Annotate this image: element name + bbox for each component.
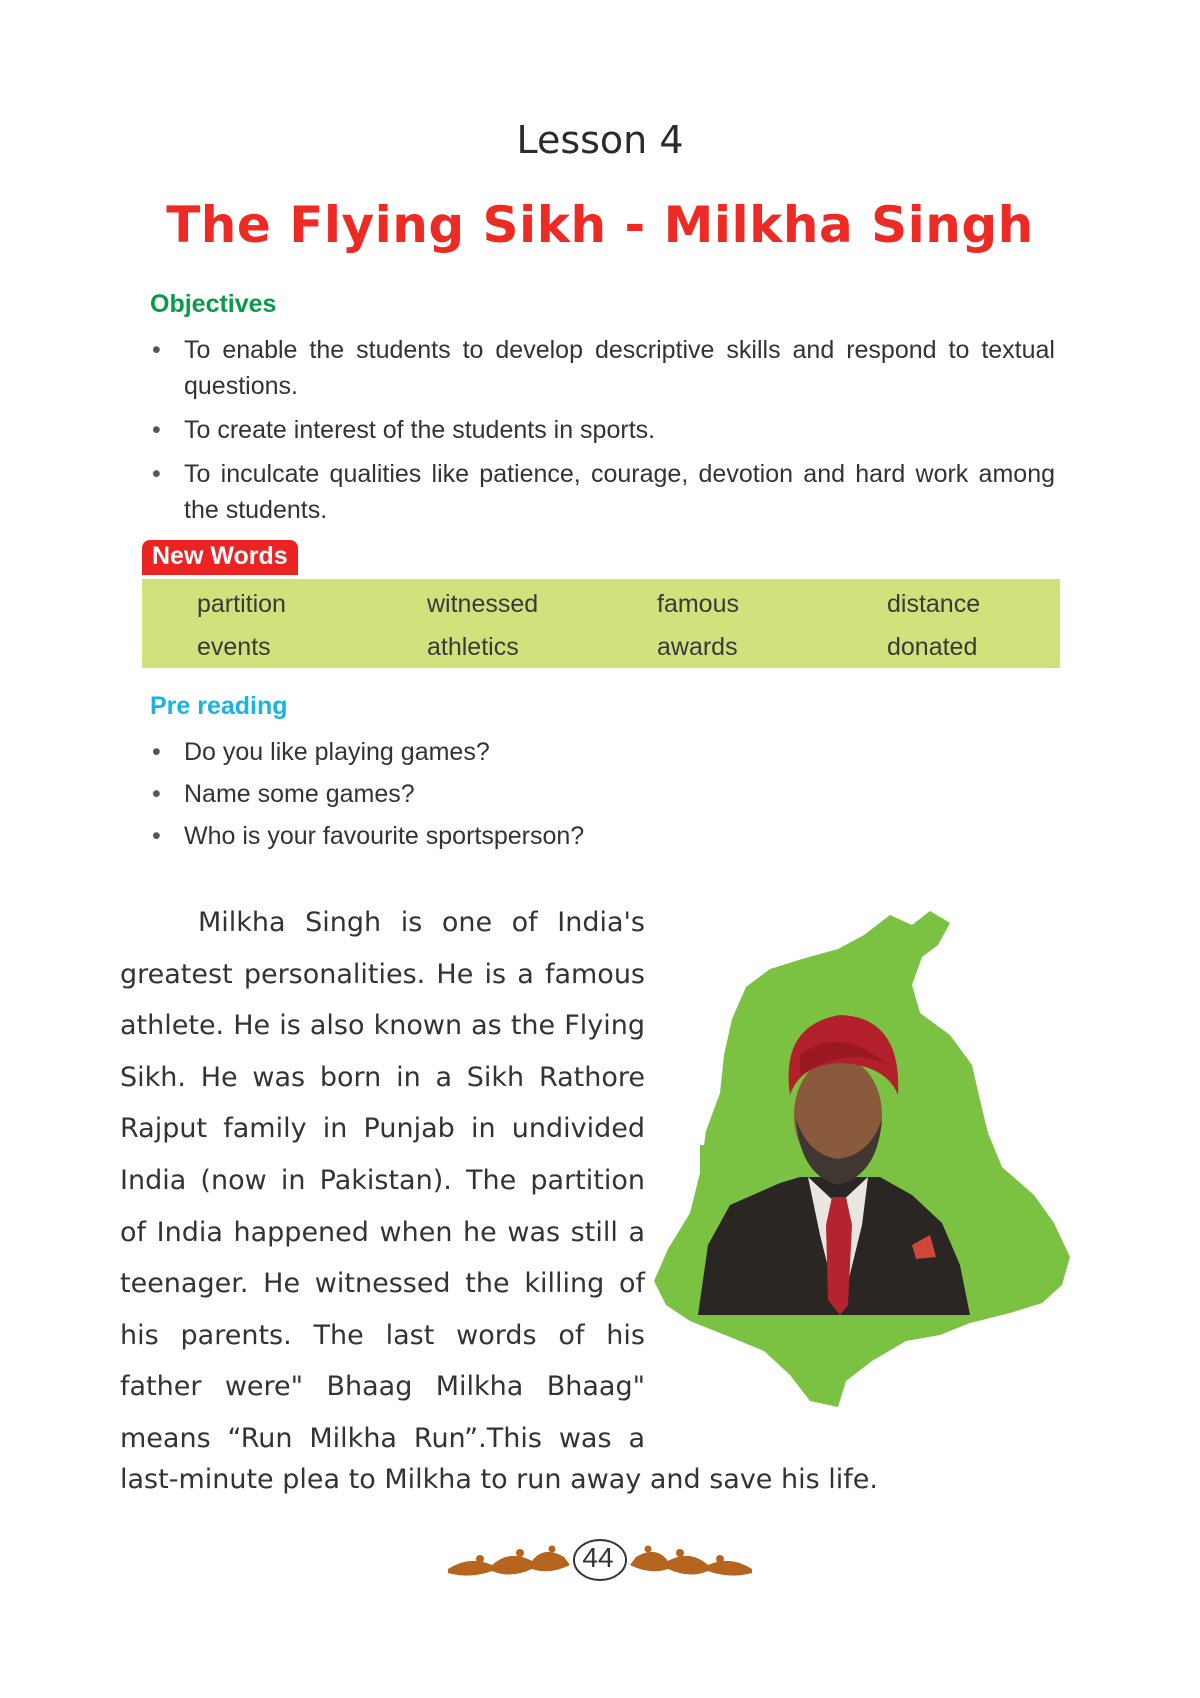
pre-reading-item: • Who is your favourite sportsperson? bbox=[150, 818, 1055, 854]
objective-item: • To inculcate qualities like patience, courage, devotion and hard work among the students. bbox=[150, 456, 1055, 528]
pre-reading-item: • Name some games? bbox=[150, 776, 1055, 812]
objective-item: • To enable the students to develop descriptive skills and respond to textual questions. bbox=[150, 332, 1055, 404]
story-line: means “Run Milkha Run”.This was a bbox=[120, 1422, 645, 1454]
page-number: 44 bbox=[582, 1542, 614, 1573]
story-line: teenager. He witnessed the killing of bbox=[120, 1268, 645, 1300]
new-word: witnessed bbox=[427, 590, 539, 618]
story-line: his parents. The last words of his bbox=[120, 1319, 645, 1351]
objectives-list bbox=[150, 332, 1055, 536]
pre-reading-item: • Do you like playing games? bbox=[150, 734, 1055, 770]
new-word: famous bbox=[657, 590, 739, 618]
new-word: donated bbox=[887, 633, 978, 661]
portrait-tie bbox=[826, 1197, 852, 1315]
new-word: events bbox=[197, 633, 271, 661]
story-line: Milkha Singh is one of India's bbox=[198, 907, 645, 938]
new-word: awards bbox=[657, 633, 738, 661]
new-word: athletics bbox=[427, 633, 519, 661]
new-word: distance bbox=[887, 590, 981, 618]
new-words-grid bbox=[142, 584, 1060, 670]
lesson-label: Lesson 4 bbox=[516, 118, 684, 162]
story-line: Rajput family in Punjab in undivided bbox=[120, 1113, 645, 1145]
new-word: partition bbox=[197, 590, 286, 618]
objective-item: • To create interest of the students in sports. bbox=[150, 412, 1055, 448]
pre-reading-heading: Pre reading bbox=[150, 692, 288, 720]
story-paragraph bbox=[120, 897, 645, 1465]
ornament-right bbox=[630, 1546, 752, 1576]
objectives-heading: Objectives bbox=[150, 290, 277, 318]
story-line: India (now in Pakistan). The partition bbox=[120, 1164, 645, 1196]
story-line: of India happened when he was still a bbox=[120, 1216, 645, 1248]
story-last-line: last-minute plea to Milkha to run away and save his life. bbox=[120, 1464, 878, 1495]
punjab-map-portrait-figure bbox=[650, 905, 1090, 1415]
story-line: father were" Bhaag Milkha Bhaag" bbox=[120, 1371, 645, 1403]
ornament-left bbox=[448, 1546, 570, 1576]
new-words-tab: New Words bbox=[142, 540, 298, 575]
pre-reading-list bbox=[150, 734, 1055, 860]
story-line: Sikh. He was born in a Sikh Rathore bbox=[120, 1061, 645, 1093]
lesson-title: The Flying Sikh - Milkha Singh bbox=[166, 196, 1034, 254]
story-line: athlete. He is also known as the Flying bbox=[120, 1010, 645, 1042]
story-line: greatest personalities. He is a famous bbox=[120, 958, 645, 990]
